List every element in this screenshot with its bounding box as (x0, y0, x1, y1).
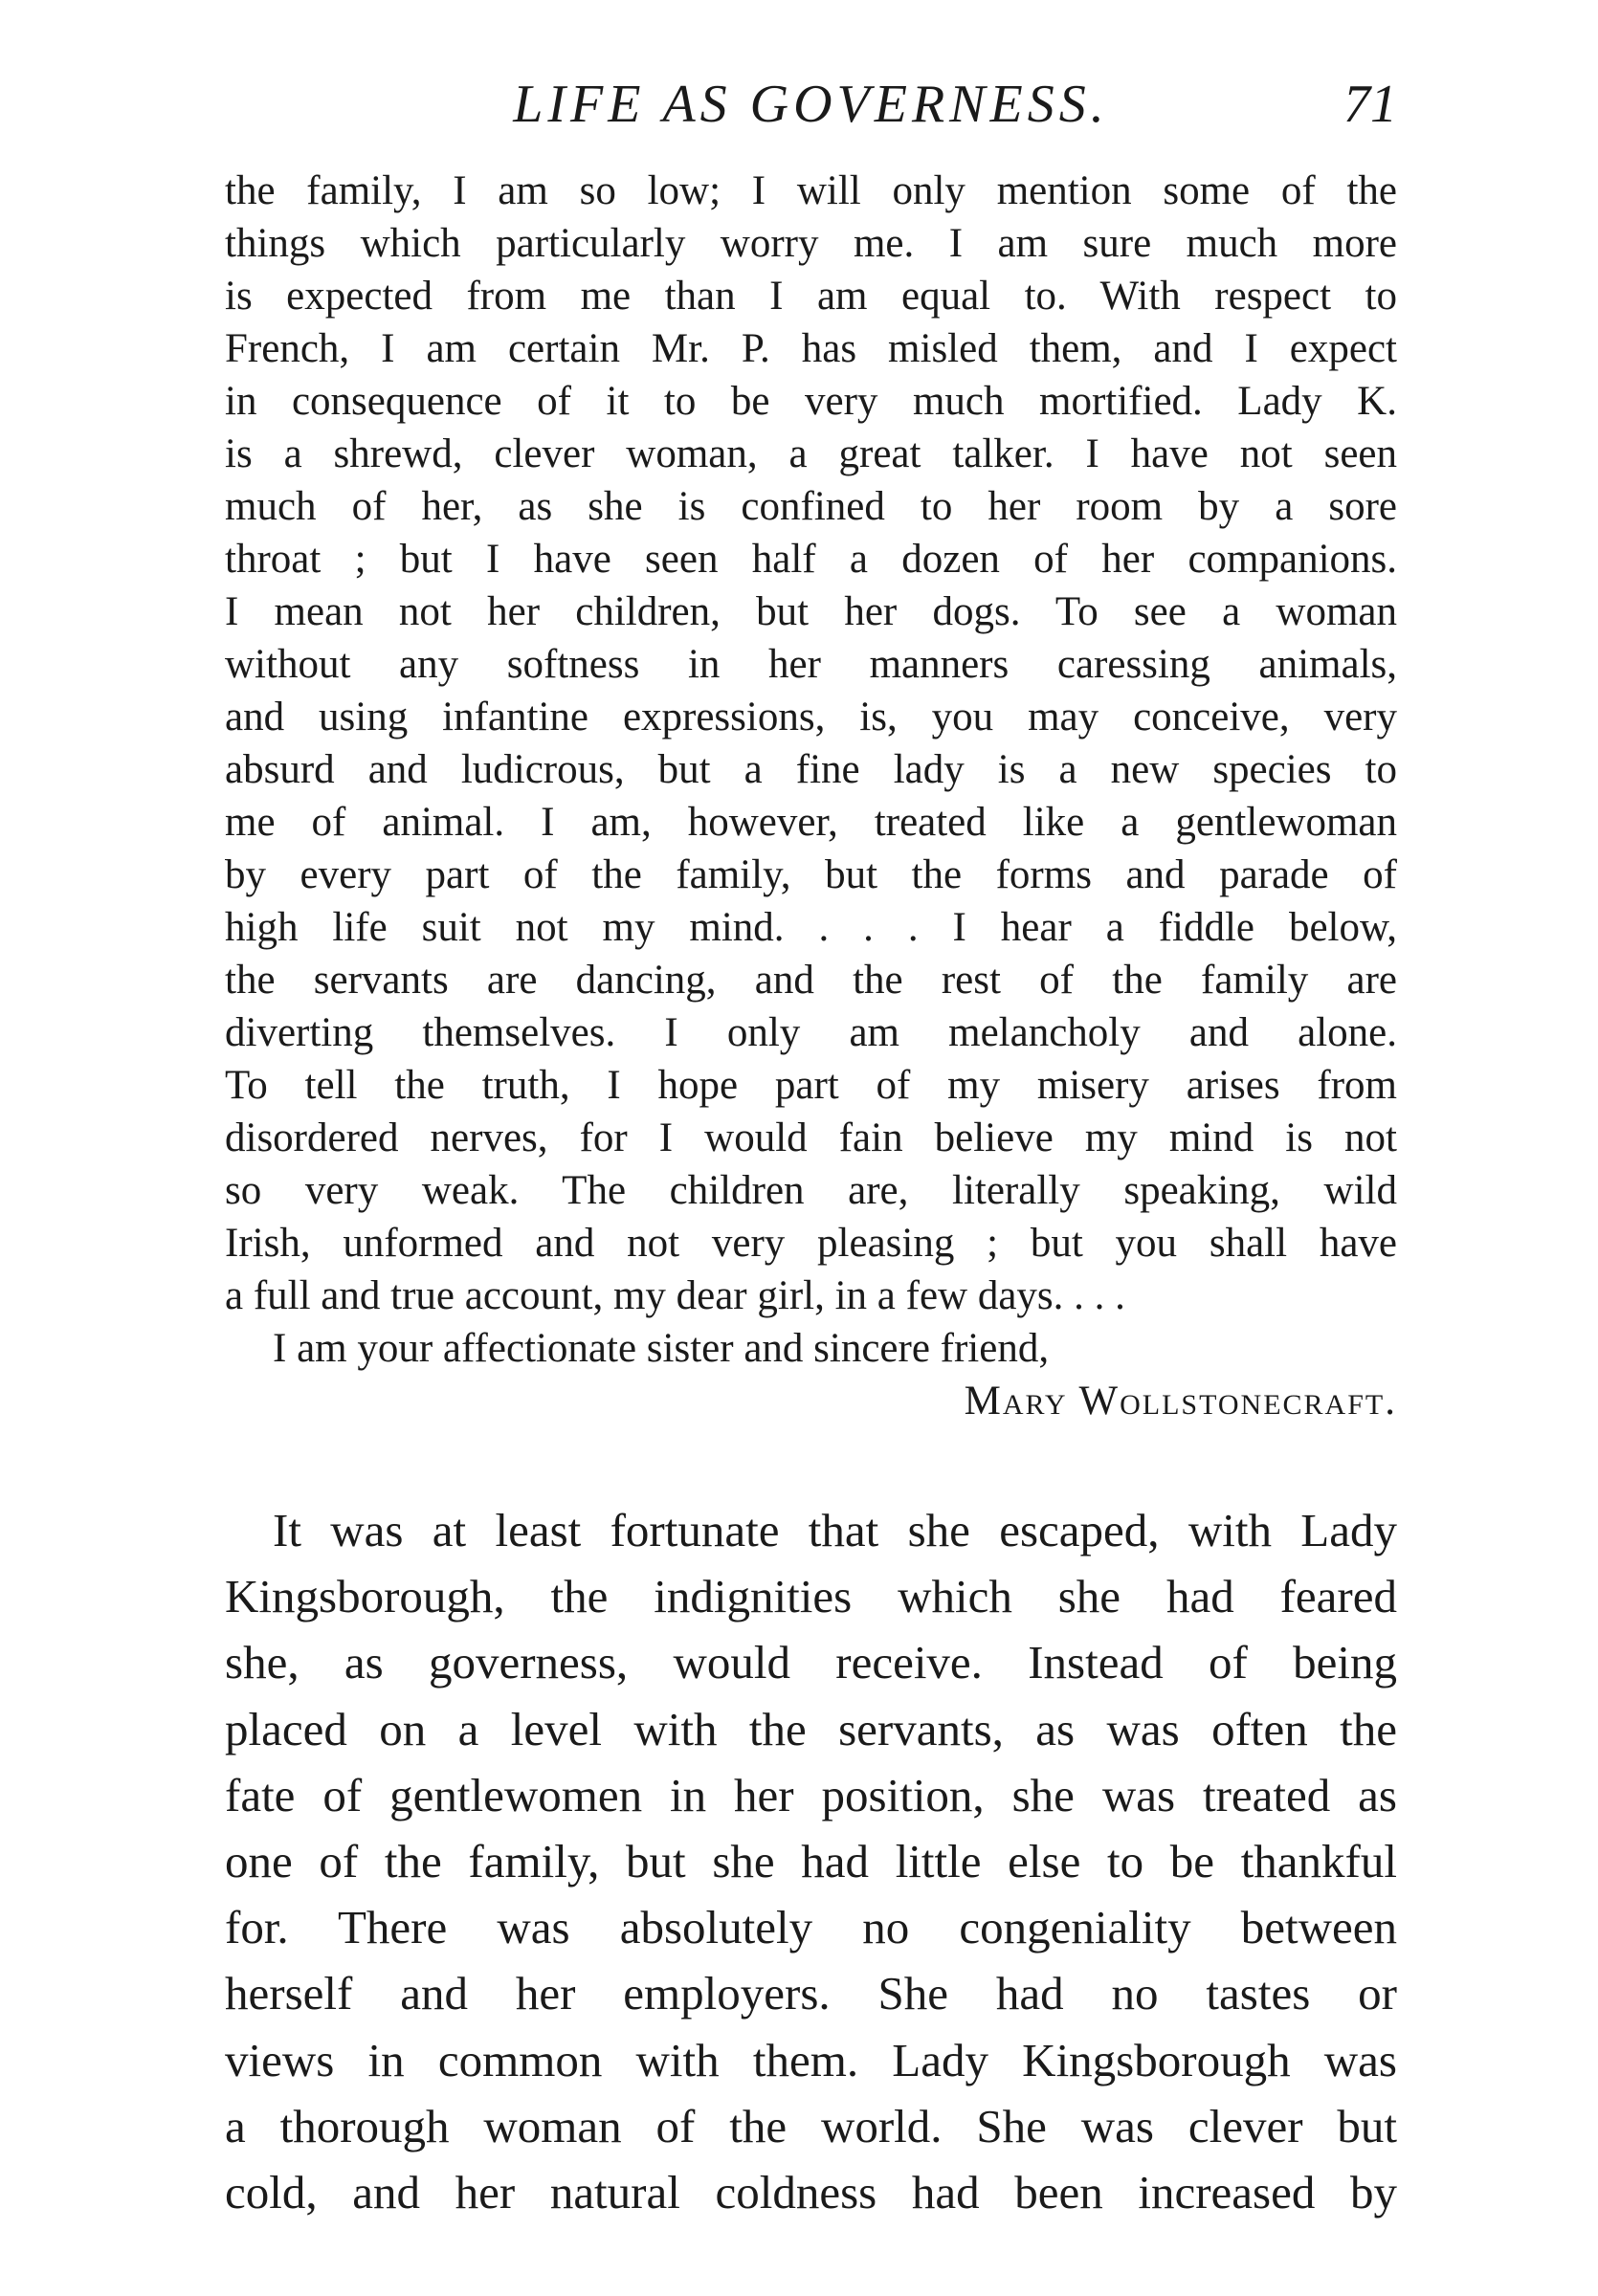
letter-line: absurd and ludicrous, but a fine lady is a new species to (225, 747, 1397, 792)
letter-line: Irish, unformed and not very pleasing ; but you shall have (225, 1221, 1397, 1266)
letter-line: and using infantine expressions, is, you may conceive, very (225, 695, 1397, 740)
paragraph-line: she, as governess, would receive. Instead of being (225, 1636, 1397, 1689)
paragraph-line: for. There was absolutely no congeniality between (225, 1901, 1397, 1954)
paragraph-line: Kingsborough, the indignities which she had feared (225, 1570, 1397, 1623)
letter-line: French, I am certain Mr. P. has misled them, and I expect (225, 326, 1397, 371)
letter-line: is a shrewd, clever woman, a great talker. I have not seen (225, 431, 1397, 476)
paragraph-line: fate of gentlewomen in her position, she was treated as (225, 1768, 1397, 1821)
letter-line: is expected from me than I am equal to. With respect to (225, 274, 1397, 319)
letter-text (225, 165, 1397, 1427)
letter-line: throat ; but I have seen half a dozen of her companions. (225, 537, 1397, 582)
paragraph-line: a thorough woman of the world. She was clever but (225, 2099, 1397, 2152)
narrative-paragraph (225, 1497, 1397, 2225)
letter-line: so very weak. The children are, literally speaking, wild (225, 1168, 1397, 1213)
paragraph-line: one of the family, but she had little else to be thankful (225, 1834, 1397, 1888)
letter-line: in consequence of it to be very much mortified. Lady K. (225, 379, 1397, 424)
paragraph-line: placed on a level with the servants, as was often the (225, 1702, 1397, 1755)
letter-line: high life suit not my mind. . . . I hear a fiddle below, (225, 905, 1397, 950)
letter-line: things which particularly worry me. I am sure much more (225, 221, 1397, 266)
paragraph-line: herself and her employers. She had no tastes or (225, 1967, 1397, 2020)
letter-line: much of her, as she is confined to her room by a sore (225, 484, 1397, 529)
letter-line: the servants are dancing, and the rest of the family are (225, 958, 1397, 1003)
letter-line: I mean not her children, but her dogs. To see a woman (225, 589, 1397, 634)
letter-line: a full and true account, my dear girl, in a few days. . . . (225, 1273, 1125, 1318)
letter-line: disordered nerves, for I would fain believe my mind is not (225, 1115, 1397, 1160)
paragraph-line: cold, and her natural coldness had been increased by (225, 2165, 1397, 2219)
letter-line: the family, I am so low; I will only mention some of the (225, 168, 1397, 213)
letter-closing: I am your affectionate sister and sincere friend, (273, 1326, 1050, 1371)
running-title: LIFE AS GOVERNESS. (513, 75, 1109, 134)
page-number: 71 (1343, 75, 1397, 134)
letter-line: by every part of the family, but the forms and parade of (225, 852, 1397, 897)
running-head (225, 59, 1397, 145)
letter-signature: Mary Wollstonecraft. (964, 1379, 1397, 1424)
paragraph-line: views in common with them. Lady Kingsborough was (225, 2033, 1397, 2086)
letter-line: To tell the truth, I hope part of my misery arises from (225, 1063, 1397, 1108)
letter-line: diverting themselves. I only am melancholy and alone. (225, 1010, 1397, 1055)
letter-line: without any softness in her manners caressing animals, (225, 642, 1397, 687)
paragraph-line: It was at least fortunate that she escaped, with Lady (273, 1504, 1397, 1556)
letter-line: me of animal. I am, however, treated like a gentlewoman (225, 800, 1397, 845)
